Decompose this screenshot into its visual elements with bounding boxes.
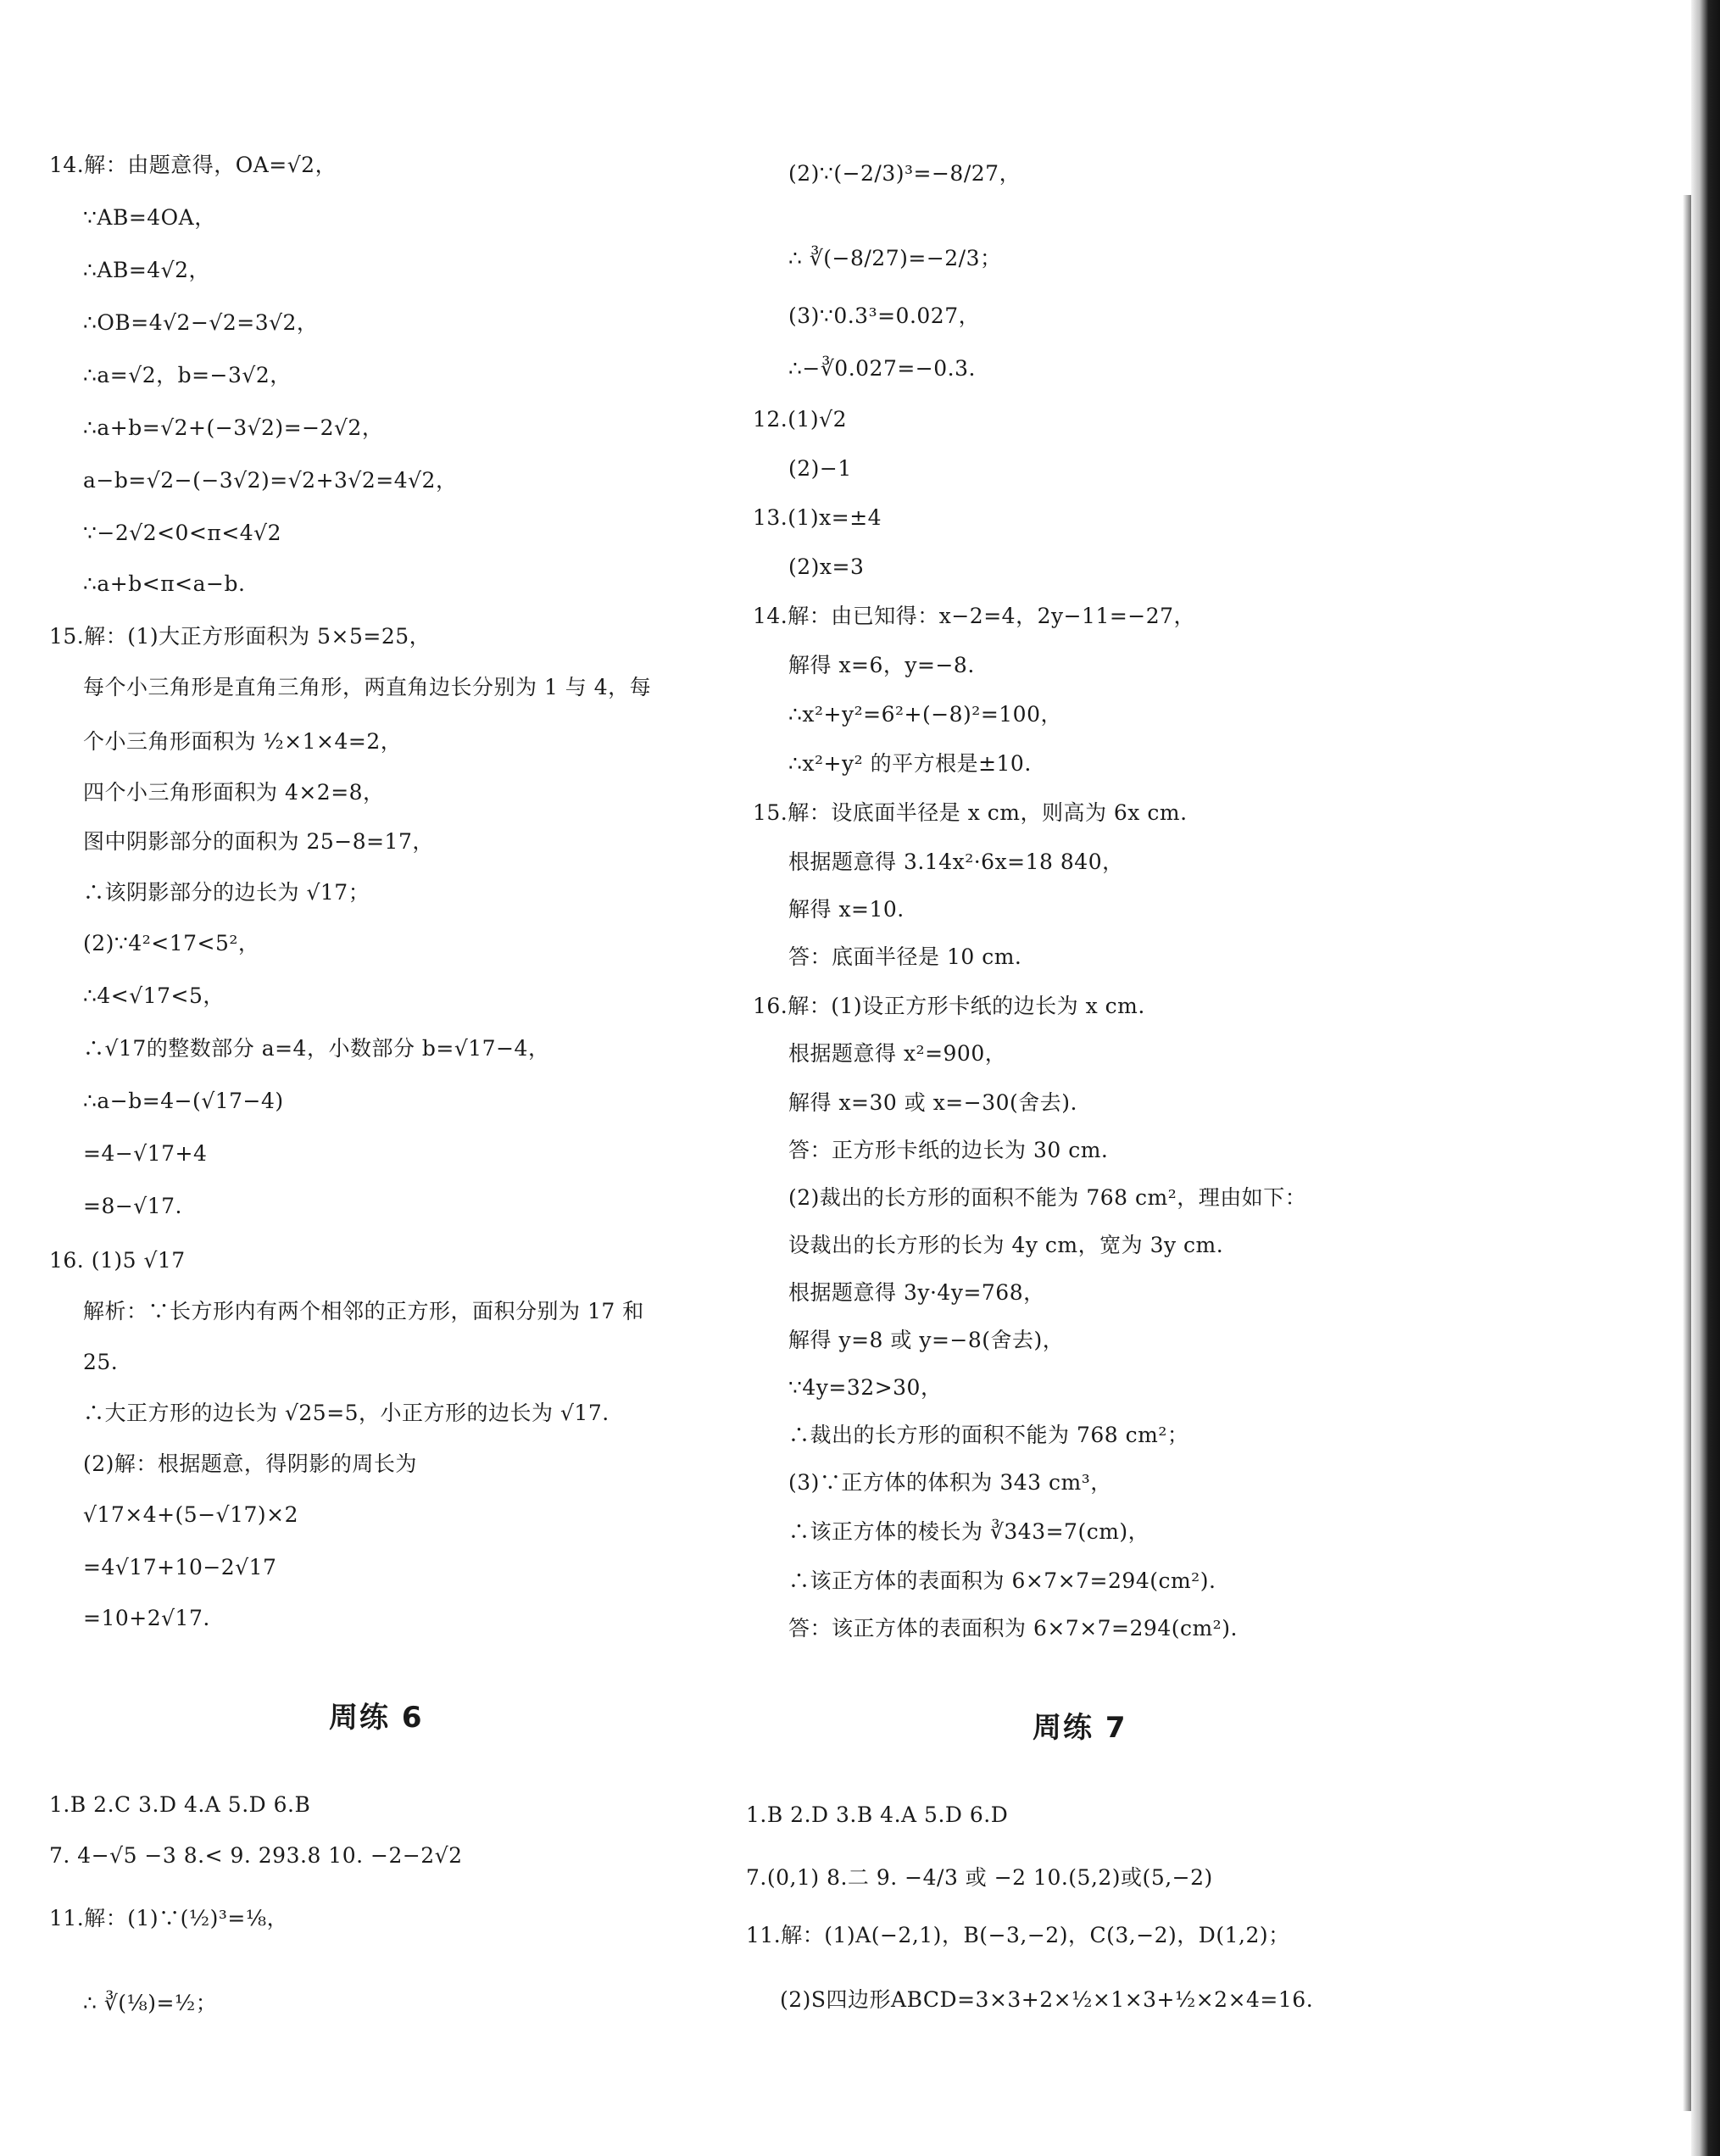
- right-solution-line-1: (2)∵(−2/3)³=−8/27，: [788, 161, 1021, 186]
- left-solution-line-21: =8−√17.: [83, 1194, 182, 1218]
- right-solution-line-5: 12.(1)√2: [753, 407, 848, 432]
- left-solution-line-6: ∴a+b=√2+(−3√2)=−2√2，: [83, 415, 384, 440]
- right-solution-line-3: (3)∵0.3³=0.027，: [788, 304, 981, 328]
- week6-answer-line-4: ∴ ∛(⅛)=½；: [83, 1991, 218, 2015]
- left-solution-line-20: =4−√17+4: [83, 1141, 208, 1166]
- right-solution-line-9: 14.解：由已知得：x−2=4，2y−11=−27，: [753, 604, 1196, 628]
- right-solution-line-11: ∴x²+y²=6²+(−8)²=100，: [788, 702, 1062, 727]
- left-solution-line-29: =10+2√17.: [83, 1606, 210, 1630]
- right-solution-line-21: (2)裁出的长方形的面积不能为 768 cm²，理由如下：: [788, 1185, 1307, 1210]
- right-solution-line-18: 根据题意得 x²=900，: [788, 1041, 1007, 1066]
- left-solution-line-1: 14.解：由题意得，OA=√2，: [49, 153, 337, 177]
- left-solution-line-19: ∴a−b=4−(√17−4): [83, 1089, 284, 1113]
- left-solution-line-8: ∵−2√2<0<π<4√2: [83, 521, 282, 545]
- right-solution-line-20: 答：正方形卡纸的边长为 30 cm.: [788, 1138, 1109, 1162]
- week6-answer-line-3: 11.解：(1)∵(½)³=⅛，: [49, 1906, 289, 1930]
- right-solution-line-22: 设裁出的长方形的长为 4y cm，宽为 3y cm.: [788, 1233, 1224, 1257]
- left-solution-line-28: =4√17+10−2√17: [83, 1555, 277, 1579]
- left-solution-line-15: ∴该阴影部分的边长为 √17；: [83, 880, 370, 905]
- left-solution-line-3: ∴AB=4√2，: [83, 258, 211, 282]
- right-solution-line-19: 解得 x=30 或 x=−30(舍去).: [788, 1090, 1077, 1115]
- left-solution-line-4: ∴OB=4√2−√2=3√2，: [83, 310, 319, 335]
- left-solution-line-25: ∴大正方形的边长为 √25=5，小正方形的边长为 √17.: [83, 1401, 610, 1425]
- left-solution-line-24: 25.: [83, 1350, 119, 1374]
- right-solution-line-30: 答：该正方体的表面积为 6×7×7=294(cm²).: [788, 1616, 1238, 1641]
- left-solution-line-14: 图中阴影部分的面积为 25−8=17，: [83, 829, 434, 854]
- left-solution-line-22: 16. (1)5 √17: [49, 1248, 186, 1273]
- left-solution-line-12: 个小三角形面积为 ½×1×4=2，: [83, 729, 403, 754]
- right-solution-line-23: 根据题意得 3y·4y=768，: [788, 1280, 1045, 1305]
- right-solution-line-14: 根据题意得 3.14x²·6x=18 840，: [788, 850, 1124, 874]
- right-solution-line-25: ∵4y=32>30，: [788, 1375, 943, 1400]
- right-solution-line-28: ∴该正方体的棱长为 ∛343=7(cm)，: [788, 1519, 1150, 1544]
- right-solution-line-4: ∴−∛0.027=−0.3.: [788, 356, 976, 381]
- scan-shadow-gradient: [1683, 195, 1691, 2111]
- week7-answer-line-1: 1.B 2.D 3.B 4.A 5.D 6.D: [746, 1802, 1009, 1827]
- right-solution-line-13: 15.解：设底面半径是 x cm，则高为 6x cm.: [753, 800, 1188, 825]
- right-solution-line-24: 解得 y=8 或 y=−8(舍去)，: [788, 1328, 1065, 1352]
- week7-answer-line-2: 7.(0,1) 8.二 9. −4/3 或 −2 10.(5,2)或(5,−2): [746, 1865, 1213, 1890]
- week6-answer-line-2: 7. 4−√5 −3 8.< 9. 293.8 10. −2−2√2: [49, 1843, 463, 1868]
- left-solution-line-23: 解析：∵长方形内有两个相邻的正方形，面积分别为 17 和: [83, 1299, 644, 1323]
- right-solution-line-6: (2)−1: [788, 456, 852, 481]
- right-solution-line-16: 答：底面半径是 10 cm.: [788, 944, 1022, 969]
- section-heading-week-6: 周练 6: [329, 1701, 424, 1735]
- left-solution-line-18: ∴√17的整数部分 a=4，小数部分 b=√17−4，: [83, 1036, 550, 1061]
- week7-answer-line-3: 11.解：(1)A(−2,1)，B(−3,−2)，C(3,−2)，D(1,2)；: [746, 1923, 1290, 1947]
- left-solution-line-10: 15.解：(1)大正方形面积为 5×5=25，: [49, 624, 431, 649]
- scan-shadow-edge: [1691, 0, 1720, 2156]
- right-solution-line-26: ∴裁出的长方形的面积不能为 768 cm²；: [788, 1423, 1189, 1447]
- left-solution-line-27: √17×4+(5−√17)×2: [83, 1502, 298, 1527]
- week6-answer-line-1: 1.B 2.C 3.D 4.A 5.D 6.B: [49, 1792, 311, 1817]
- week7-answer-line-4: (2)S四边形ABCD=3×3+2×½×1×3+½×2×4=16.: [780, 1987, 1314, 2012]
- right-solution-line-29: ∴该正方体的表面积为 6×7×7=294(cm²).: [788, 1568, 1216, 1593]
- left-solution-line-9: ∴a+b<π<a−b.: [83, 571, 246, 596]
- left-solution-line-11: 每个小三角形是直角三角形，两直角边长分别为 1 与 4，每: [83, 675, 652, 699]
- right-solution-line-15: 解得 x=10.: [788, 897, 905, 922]
- left-solution-line-7: a−b=√2−(−3√2)=√2+3√2=4√2，: [83, 468, 458, 493]
- right-solution-line-27: (3)∵正方体的体积为 343 cm³，: [788, 1470, 1112, 1495]
- right-solution-line-7: 13.(1)x=±4: [753, 505, 882, 530]
- right-solution-line-8: (2)x=3: [788, 554, 865, 579]
- left-solution-line-16: (2)∵4²<17<5²，: [83, 931, 260, 955]
- right-solution-line-2: ∴ ∛(−8/27)=−2/3；: [788, 246, 1002, 270]
- left-solution-line-17: ∴4<√17<5，: [83, 983, 225, 1008]
- left-solution-line-26: (2)解：根据题意，得阴影的周长为: [83, 1451, 417, 1476]
- left-solution-line-13: 四个小三角形面积为 4×2=8，: [83, 780, 385, 805]
- right-solution-line-10: 解得 x=6，y=−8.: [788, 653, 975, 677]
- right-solution-line-17: 16.解：(1)设正方形卡纸的边长为 x cm.: [753, 994, 1145, 1018]
- right-solution-line-12: ∴x²+y² 的平方根是±10.: [788, 751, 1032, 776]
- left-solution-line-5: ∴a=√2，b=−3√2，: [83, 363, 292, 387]
- section-heading-week-7: 周练 7: [1033, 1711, 1127, 1745]
- left-solution-line-2: ∵AB=4OA，: [83, 205, 216, 230]
